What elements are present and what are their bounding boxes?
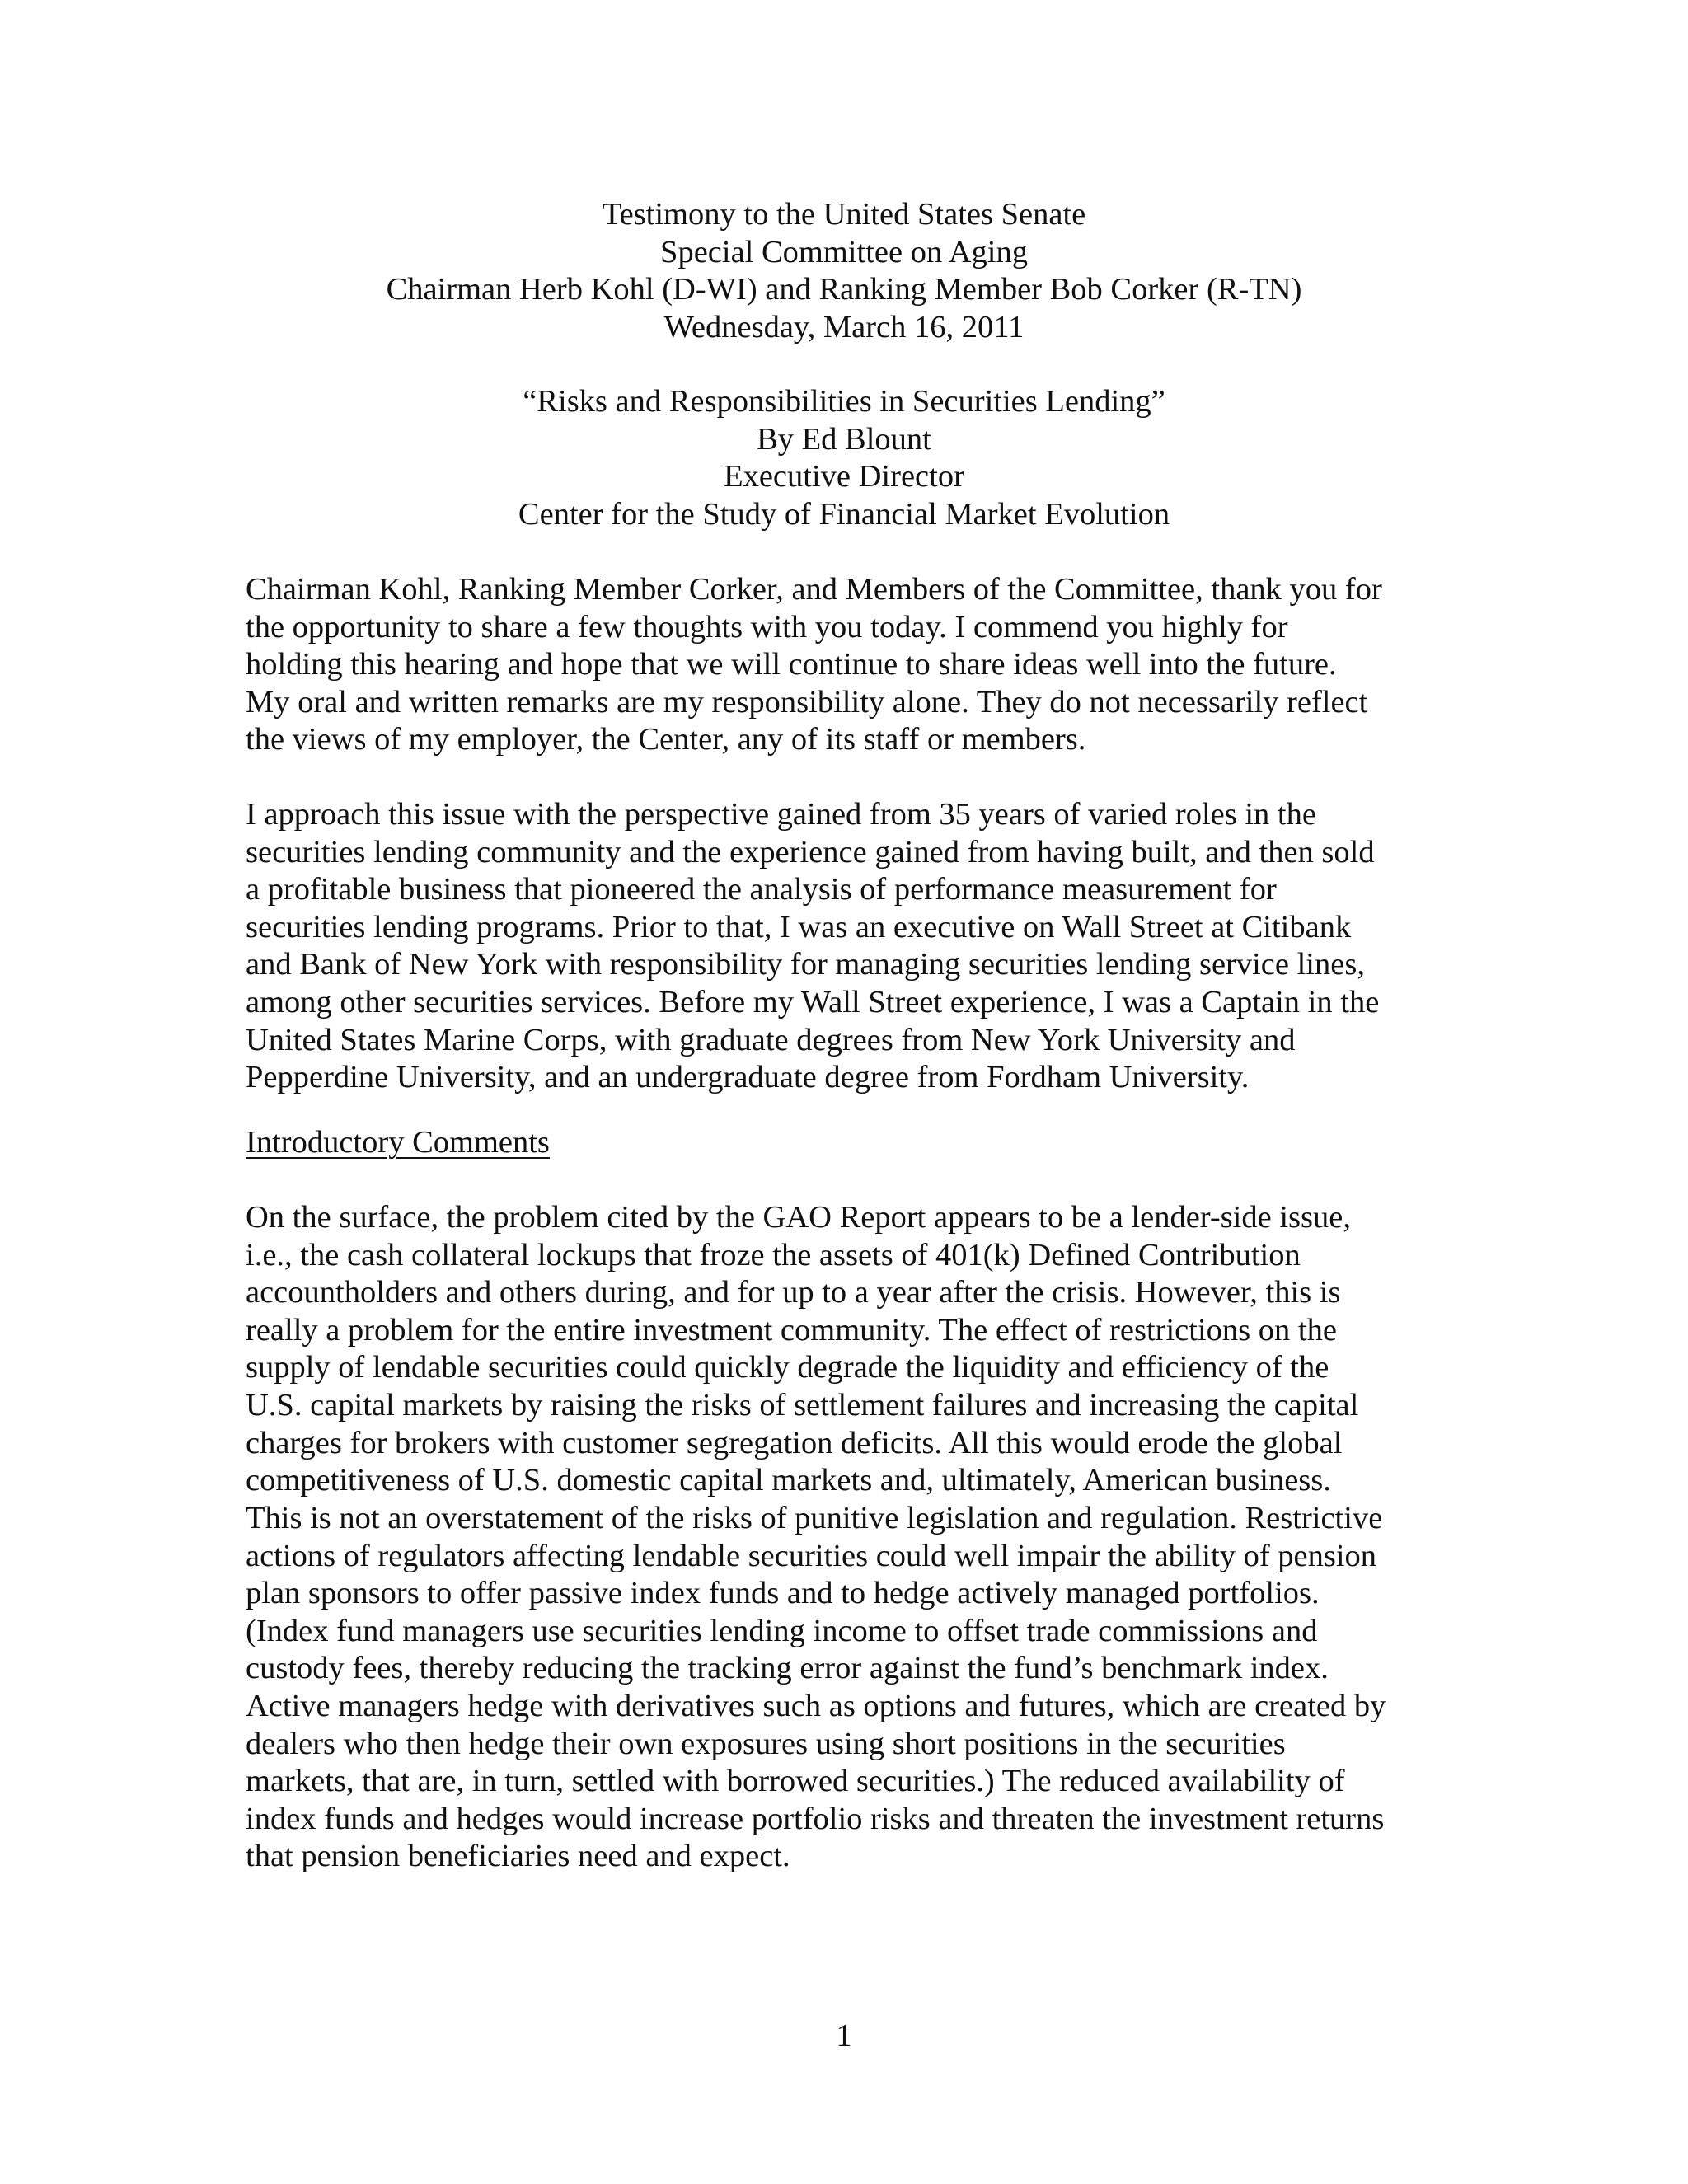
- paragraph-line: United States Marine Corps, with graduate degrees from New York University and: [246, 1022, 1296, 1057]
- hearing-header: [0, 196, 1688, 346]
- paragraph-line: that pension beneficiaries need and expect.: [246, 1839, 790, 1874]
- paragraph-line: Chairman Kohl, Ranking Member Corker, and Members of the Committee, thank you for: [246, 572, 1382, 607]
- paragraph-line: i.e., the cash collateral lockups that froze the assets of 401(k) Defined Contribution: [246, 1237, 1301, 1272]
- paragraph-line: plan sponsors to offer passive index funds and to hedge actively managed portfolios.: [246, 1576, 1320, 1611]
- paragraph-line: I approach this issue with the perspective gained from 35 years of varied roles in the: [246, 797, 1316, 832]
- paragraph-gao-report: [246, 1199, 1449, 1500]
- paragraph-line: the views of my employer, the Center, any of its staff or members.: [246, 722, 1086, 757]
- paragraph-regulation-risks: [246, 1500, 1449, 1876]
- paragraph-line: Pepperdine University, and an undergraduate degree from Fordham University.: [246, 1060, 1250, 1095]
- paragraph-line: dealers who then hedge their own exposures using short positions in the securities: [246, 1726, 1286, 1761]
- paragraph-background: [246, 796, 1449, 1097]
- paragraph-line: actions of regulators affecting lendable securities could well impair the ability of pension: [246, 1538, 1377, 1573]
- author-line: By Ed Blount: [757, 421, 931, 457]
- paragraph-line: U.S. capital markets by raising the risks of settlement failures and increasing the capital: [246, 1387, 1359, 1422]
- paragraph-line: securities lending community and the experience gained from having built, and then sold: [246, 834, 1375, 869]
- testimony-title: “Risks and Responsibilities in Securities Lending”: [523, 384, 1165, 419]
- paragraph-opening: [246, 571, 1449, 759]
- paragraph-line: accountholders and others during, and for up to a year after the crisis. However, this is: [246, 1275, 1341, 1310]
- paragraph-line: On the surface, the problem cited by the GAO Report appears to be a lender-side issue,: [246, 1200, 1351, 1235]
- paragraph-line: and Bank of New York with responsibility for managing securities lending service lines,: [246, 947, 1365, 982]
- paragraph-line: My oral and written remarks are my responsibility alone. They do not necessarily reflect: [246, 684, 1368, 719]
- paragraph-line: (Index fund managers use securities lending income to offset trade commissions and: [246, 1613, 1318, 1648]
- testimony-title-block: [0, 383, 1688, 533]
- author-role: Executive Director: [724, 459, 964, 494]
- author-organization: Center for the Study of Financial Market Evolution: [518, 496, 1170, 532]
- header-line: Testimony to the United States Senate: [602, 197, 1086, 232]
- header-line: Chairman Herb Kohl (D-WI) and Ranking Member Bob Corker (R-TN): [386, 272, 1302, 307]
- paragraph-line: holding this hearing and hope that we will continue to share ideas well into the future.: [246, 647, 1337, 682]
- paragraph-line: This is not an overstatement of the risks of punitive legislation and regulation. Restrictive: [246, 1501, 1383, 1535]
- paragraph-line: Active managers hedge with derivatives such as options and futures, which are created by: [246, 1688, 1386, 1723]
- page-number: 1: [836, 2018, 852, 2053]
- section-heading: Introductory Comments: [246, 1125, 550, 1160]
- paragraph-line: really a problem for the entire investment community. The effect of restrictions on the: [246, 1312, 1337, 1347]
- paragraph-line: competitiveness of U.S. domestic capital markets and, ultimately, American business.: [246, 1463, 1331, 1498]
- paragraph-line: markets, that are, in turn, settled with borrowed securities.) The reduced availability of: [246, 1764, 1345, 1799]
- paragraph-line: securities lending programs. Prior to that, I was an executive on Wall Street at Citibank: [246, 909, 1352, 944]
- paragraph-line: custody fees, thereby reducing the tracking error against the fund’s benchmark index.: [246, 1651, 1329, 1686]
- paragraph-line: supply of lendable securities could quickly degrade the liquidity and efficiency of the: [246, 1350, 1329, 1385]
- paragraph-line: a profitable business that pioneered the analysis of performance measurement for: [246, 872, 1277, 907]
- header-line: Wednesday, March 16, 2011: [663, 309, 1025, 344]
- header-line: Special Committee on Aging: [660, 234, 1028, 269]
- paragraph-line: charges for brokers with customer segregation deficits. All this would erode the global: [246, 1425, 1343, 1460]
- paragraph-line: the opportunity to share a few thoughts with you today. I commend you highly for: [246, 609, 1288, 644]
- paragraph-line: index funds and hedges would increase portfolio risks and threaten the investment returns: [246, 1801, 1385, 1836]
- paragraph-line: among other securities services. Before my Wall Street experience, I was a Captain in the: [246, 984, 1380, 1019]
